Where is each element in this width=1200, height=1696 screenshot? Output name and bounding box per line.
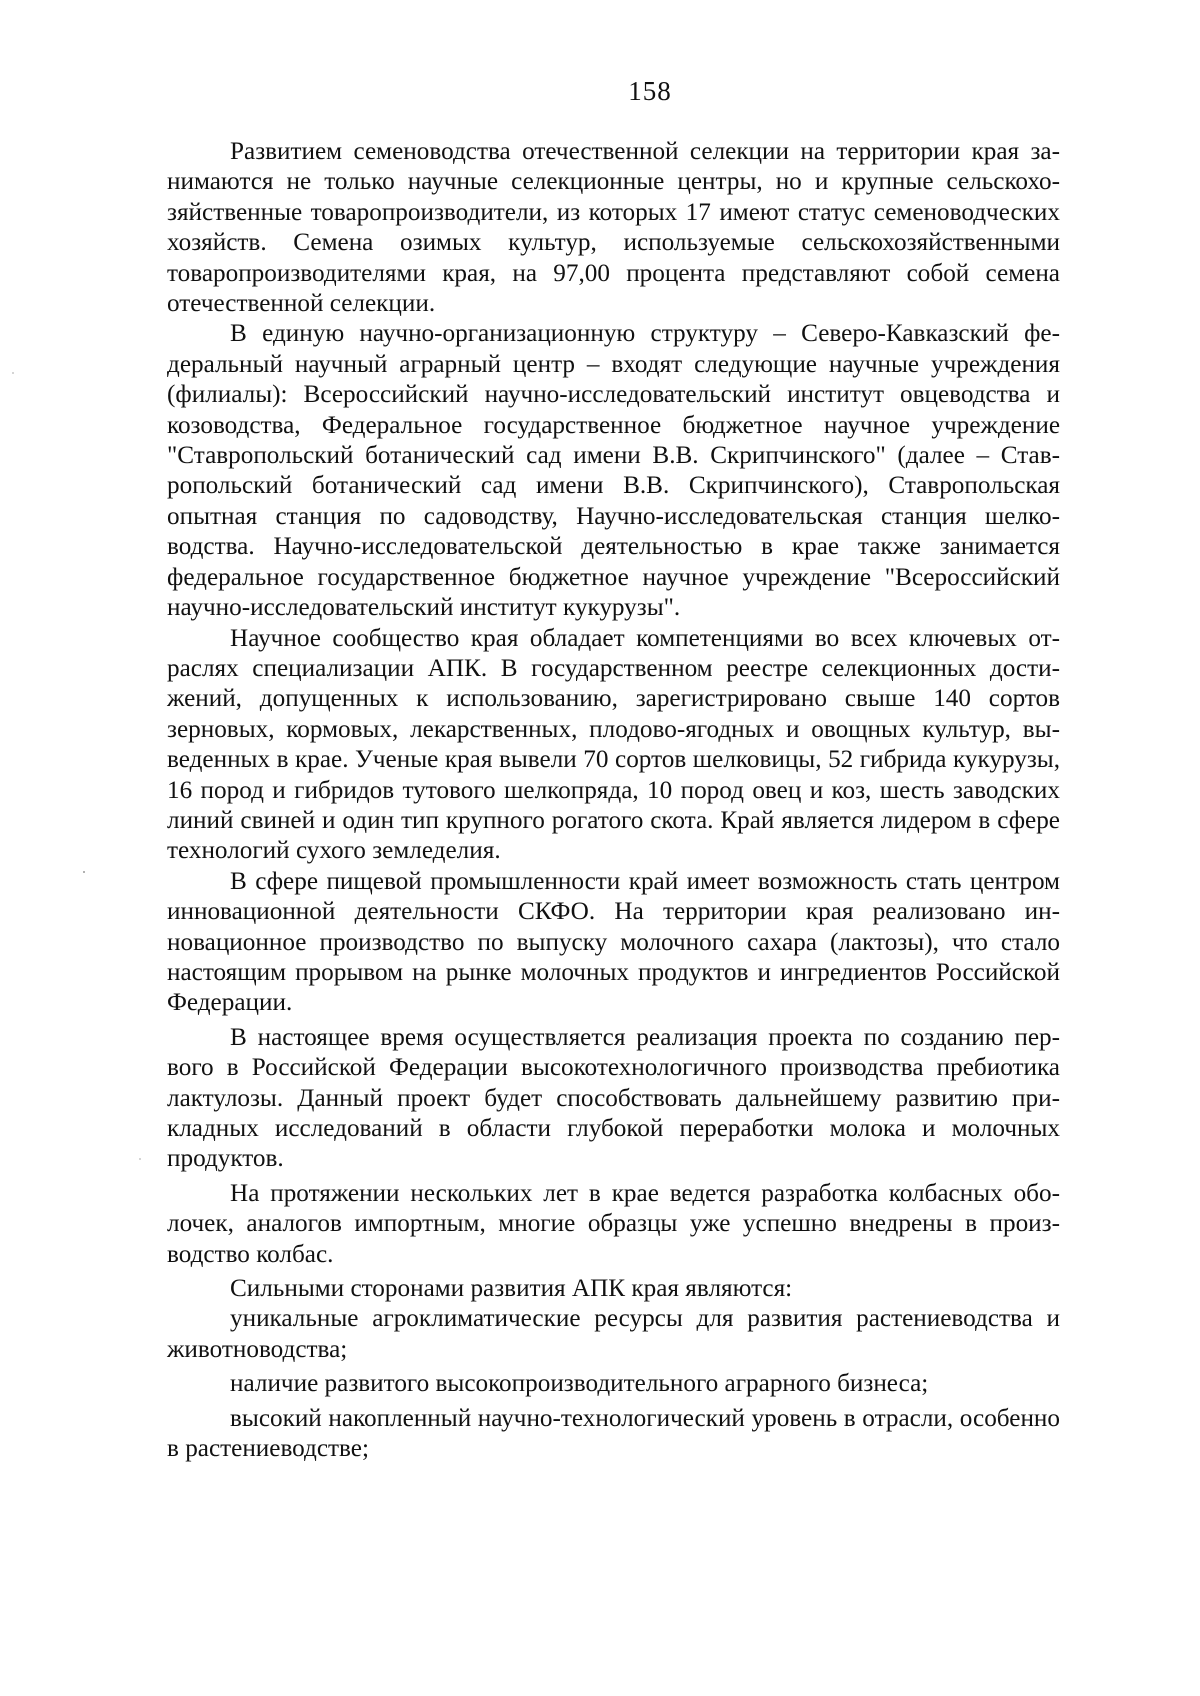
scan-speck bbox=[83, 871, 85, 873]
paragraph-research-center: В единую научно-организационную структуру – Северо-Кавказский федеральный научный аграрный центр – входят следующие научные учреждения (филиалы): Всероссийский научно-исследовательский институт овцеводства и козоводства, Федеральное государственное бюджетное научное учреждение "Ставропольский ботанический сад имени В.В. Скрипчинского" (далее – Ставропольский ботанический сад имени В.В. Скрипчинского), Ставропольская опытная станция по садоводству, Научно-исследовательская станция шелководства. Научно-исследовательской деятельностью в крае также занимается федеральное государственное бюджетное научное учреждение "Всероссийский научно-исследовательский институт кукурузы". bbox=[167, 320, 1060, 622]
paragraph-seed-production: Развитием семеноводства отечественной селекции на территории края занимаются не только научные селекционные центры, но и крупные сельскохозяйственные товаропроизводители, из которых 17 имеют статус семеноводческих хозяйств. Семена озимых культур, используемые сельскохозяйственными товаропроизводителями края, на 97,00 процента представляют собой семена отечественной селекции. bbox=[167, 138, 1060, 318]
paragraph-sausage-casings: На протяжении нескольких лет в крае ведется разработка колбасных оболочек, аналогов импортным, многие образцы уже успешно внедрены в производство колбас. bbox=[167, 1179, 1060, 1268]
scan-speck bbox=[139, 1158, 141, 1160]
paragraph-food-industry: В сфере пищевой промышленности край имеет возможность стать центром инновационной деятельности СКФО. На территории края реализовано инновационное производство по выпуску молочного сахара (лактозы), что стало настоящим прорывом на рынке молочных продуктов и ингредиентов Российской Федерации. bbox=[167, 867, 1060, 1017]
paragraph-strengths-intro: Сильными сторонами развития АПК края являются: bbox=[230, 1275, 793, 1303]
list-item-agroclimatic-resources: уникальные агроклиматические ресурсы для развития растениеводства и животноводства; bbox=[167, 1305, 1060, 1363]
paragraph-lactulose-project: В настоящее время осуществляется реализация проекта по созданию первого в Российской Федерации высокотехнологичного производства пребиотика лактулозы. Данный проект будет способствовать дальнейшему развитию прикладных исследований в области глубокой переработки молока и молочных продуктов. bbox=[167, 1023, 1060, 1173]
paragraph-scientific-community: Научное сообщество края обладает компетенциями во всех ключевых отраслях специализации АПК. В государственном реестре селекционных достижений, допущенных к использованию, зарегистрировано свыше 140 сортов зерновых, кормовых, лекарственных, плодово-ягодных и овощных культур, выведенных в крае. Ученые края вывели 70 сортов шелковицы, 52 гибрида кукурузы, 16 пород и гибридов тутового шелкопряда, 10 пород овец и коз, шесть заводских линий свиней и один тип крупного рогатого скота. Край является лидером в сфере технологий сухого земледелия. bbox=[167, 624, 1060, 865]
body-text bbox=[167, 137, 1060, 1464]
page-number: 158 bbox=[628, 76, 672, 106]
scan-speck bbox=[12, 372, 14, 374]
list-item-scientific-level: высокий накопленный научно-технологический уровень в отрасли, особенно в растениеводстве; bbox=[167, 1404, 1060, 1463]
list-item-agrarian-business: наличие развитого высокопроизводительного аграрного бизнеса; bbox=[230, 1370, 929, 1398]
